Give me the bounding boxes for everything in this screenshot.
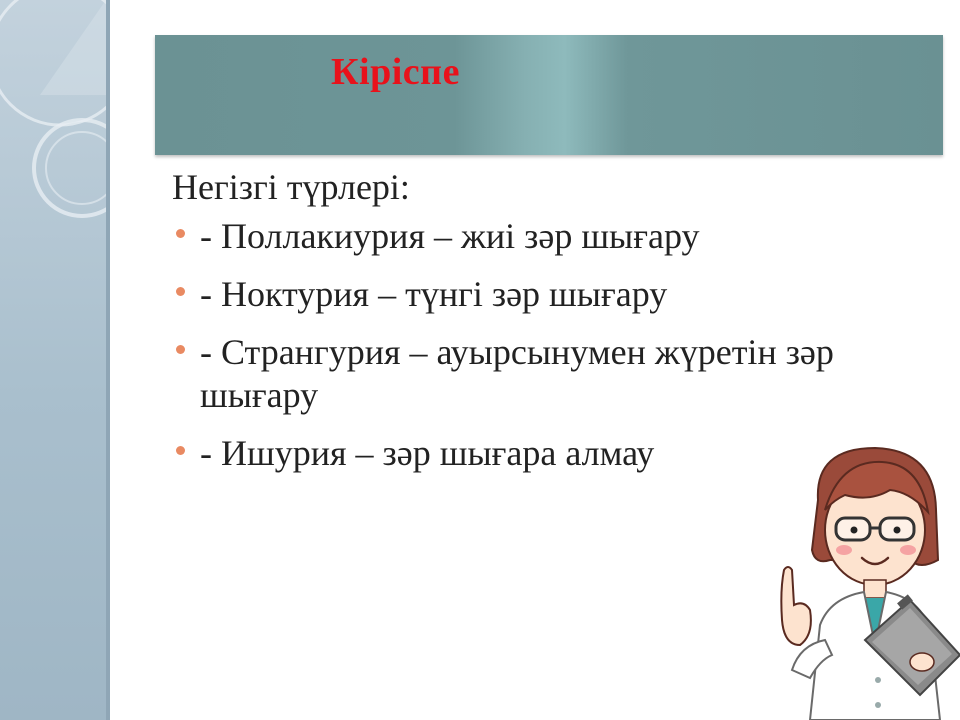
slide-title: Кіріспе [331,51,460,93]
list-item-text: - Ноктурия – түнгі зәр шығару [200,274,668,314]
list-item-text: - Странгурия – ауырсынумен жүретін зәр шығару [200,332,834,415]
bullet-list [172,215,912,475]
round-bullet-icon [176,345,185,354]
list-item [172,215,912,258]
list-item-text: - Ишурия – зәр шығара алмау [200,433,655,473]
title-banner [155,35,943,155]
subheading: Негізгі түрлері: [172,167,410,207]
round-bullet-icon [176,229,185,238]
list-item [172,273,912,316]
circles-decoration [0,0,106,720]
list-item-text: - Поллакиурия – жиі зәр шығару [200,216,700,256]
round-bullet-icon [176,287,185,296]
doctor-woman-illustration [770,440,960,720]
list-item [172,331,890,417]
side-decoration-panel [0,0,110,720]
round-bullet-icon [176,446,185,455]
